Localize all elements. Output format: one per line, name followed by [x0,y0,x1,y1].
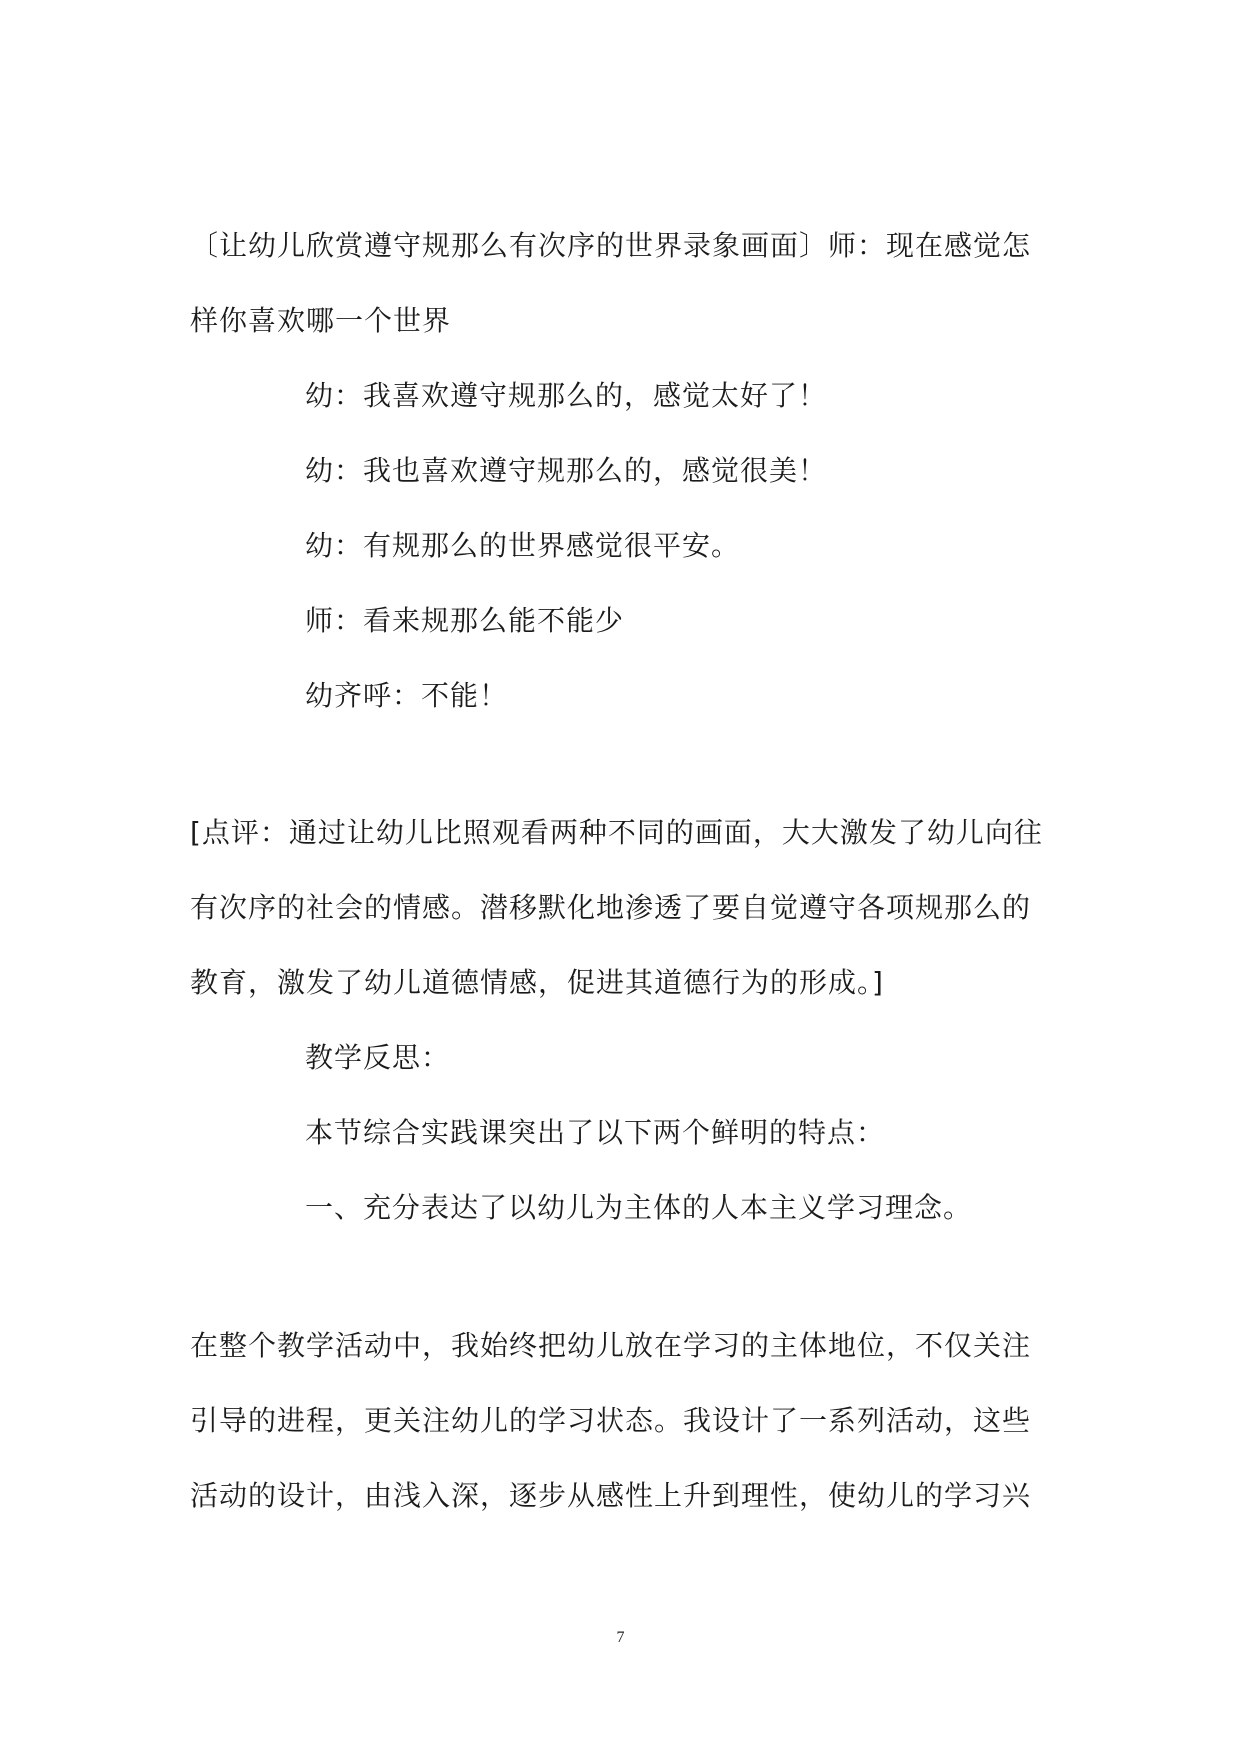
comment-line: [点评：通过让幼儿比照观看两种不同的画面，大大激发了幼儿向往 [190,816,1043,849]
dialogue-line: 幼齐呼：不能！ [305,679,509,712]
dialogue-line: 幼：我也喜欢遵守规那么的，感觉很美！ [305,454,828,487]
text-line: 引导的进程，更关注幼儿的学习状态。我设计了一系列活动，这些 [190,1404,1032,1437]
text-line: 样你喜欢哪一个世界 [190,304,452,337]
text-line: 在整个教学活动中，我始终把幼儿放在学习的主体地位，不仅关注 [190,1329,1032,1362]
text-line: 本节综合实践课突出了以下两个鲜明的特点： [305,1116,886,1149]
comment-line: 有次序的社会的情感。潜移默化地渗透了要自觉遵守各项规那么的 [190,891,1032,924]
dialogue-line: 幼：我喜欢遵守规那么的，感觉太好了！ [305,379,828,412]
section-heading: 教学反思： [305,1041,451,1074]
text-line: 活动的设计，由浅入深，逐步从感性上升到理性，使幼儿的学习兴 [190,1479,1032,1512]
page-number: 7 [616,1629,625,1646]
dialogue-line: 幼：有规那么的世界感觉很平安。 [305,529,741,562]
text-line: 一、充分表达了以幼儿为主体的人本主义学习理念。 [305,1191,973,1224]
comment-line: 教育，激发了幼儿道德情感，促进其道德行为的形成。] [190,966,884,999]
text-line: 〔让幼儿欣赏遵守规那么有次序的世界录象画面〕师：现在感觉怎 [190,229,1032,262]
dialogue-line: 师：看来规那么能不能少 [305,604,625,637]
